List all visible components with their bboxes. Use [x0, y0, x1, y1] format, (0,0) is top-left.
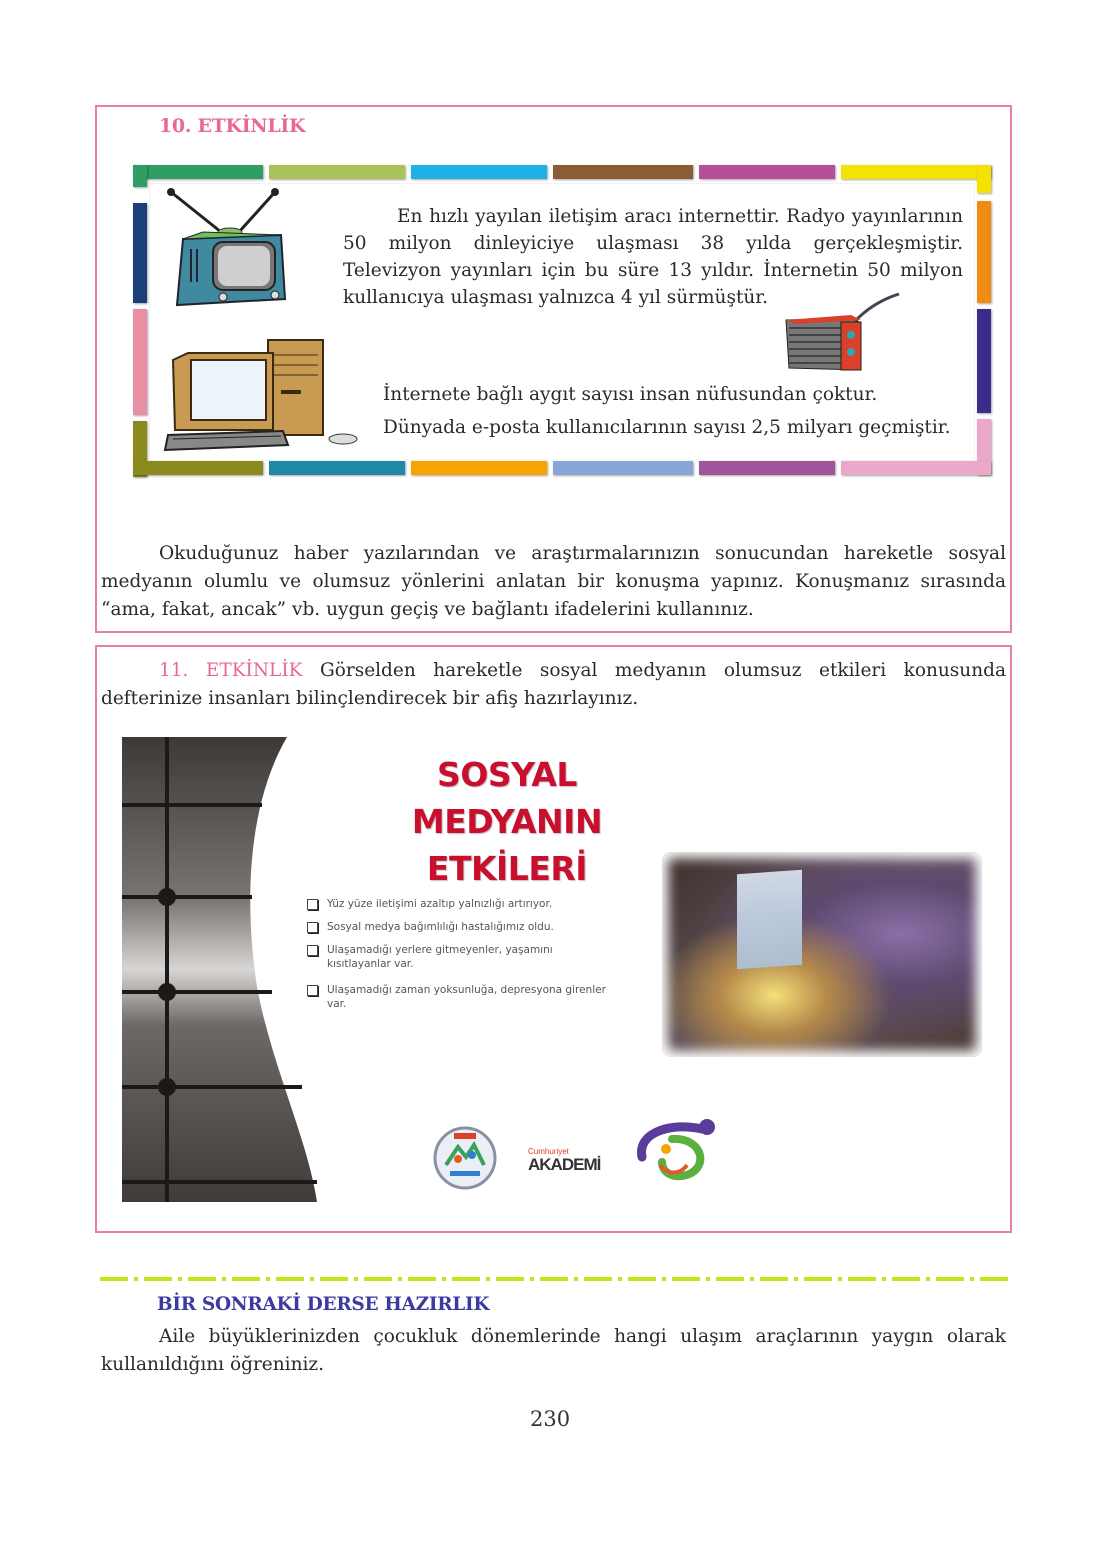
checkbox-icon: [307, 945, 318, 956]
frame-text-media-reach: En hızlı yayılan iletişim aracı internettir. Radyo yayınlarının 50 milyon dinleyiciye ulaşması 38 yılda gerçekleşmiştir. Televizyon yayınları için bu süre 13 yıldır. İnternetin 50 milyon kullanıcıya ulaşması yalnızca 4 yıl sürmüştür.: [343, 206, 963, 308]
page-number: 230: [530, 1407, 571, 1431]
frame-segment: [841, 165, 991, 179]
frame-segment: [133, 461, 263, 475]
activity-11-instruction: [101, 657, 1006, 713]
frame-segment: [133, 165, 147, 187]
frame-segment: [553, 165, 693, 179]
poster-title: [357, 751, 657, 892]
poster-title-line-2: ETKİLERİ: [426, 849, 588, 888]
section-divider: [100, 1277, 1008, 1281]
frame-segment: [133, 203, 147, 303]
next-lesson-title: BİR SONRAKİ DERSE HAZIRLIK: [157, 1294, 490, 1315]
frame-text-facts: [383, 378, 973, 444]
activity-10-title: 10. ETKİNLİK: [159, 115, 306, 137]
frame-segment: [133, 309, 147, 415]
checkbox-icon: [307, 985, 318, 996]
frame-segment: [841, 461, 991, 475]
frame-segment: [269, 461, 405, 475]
activity-11-box: [95, 645, 1012, 1233]
checkbox-icon: [307, 899, 318, 910]
poster-bullet: Sosyal medya bağımlılığı hastalığımız oldu.: [307, 920, 637, 934]
frame-segment: [699, 165, 835, 179]
frame-segment: [269, 165, 405, 179]
frame-segment: [977, 309, 991, 413]
computer-icon: [163, 335, 363, 455]
family-logo-icon: [632, 1117, 722, 1187]
frame-segment: [977, 201, 991, 303]
logo-row: [432, 1117, 732, 1197]
next-lesson-body: Aile büyüklerinizden çocukluk dönemlerinde hangi ulaşım araçlarının yaygın olarak kullanıldığını öğreniniz.: [101, 1326, 1006, 1375]
social-media-poster: [122, 737, 992, 1207]
poster-bullet: Ulaşamadığı zaman yoksunluğa, depresyona girenler var.: [307, 983, 607, 1011]
activity-11-title: 11. ETKİNLİK: [159, 660, 303, 681]
frame-segment: [411, 461, 547, 475]
checkbox-icon: [307, 922, 318, 933]
akademi-logo: Cumhuriyet AKADEMİ: [528, 1147, 601, 1174]
frame-segment: [699, 461, 835, 475]
frame-segment: [977, 165, 991, 193]
activity-11-text: Görselden hareketle sosyal medyanın olumsuz etkileri konusunda defterinize insanları bilinçlendirecek bir afiş hazırlayınız.: [101, 660, 1006, 709]
television-icon: [163, 187, 293, 312]
poster-bullet: Ulaşamadığı yerlere gitmeyenler, yaşamını kısıtlayanlar var.: [307, 943, 607, 971]
frame-segment: [133, 165, 263, 179]
poster-bullet: Yüz yüze iletişimi azaltıp yalnızlığı artırıyor.: [307, 897, 637, 911]
frame-segment: [411, 165, 547, 179]
fact-devices: İnternete bağlı aygıt sayısı insan nüfusundan çoktur.: [383, 384, 878, 405]
frame-segment: [553, 461, 693, 475]
activity-10-instruction: Okuduğunuz haber yazılarından ve araştırmalarınızın sonucundan hareketle sosyal medyanın olumlu ve olumsuz yönlerini anlatan bir konuşma yapınız. Konuşmanız sırasında “ama, fakat, ancak” vb. uygun geçiş ve bağlantı ifadelerini kullanınız.: [101, 543, 1006, 620]
tile-pattern-graphic: [122, 737, 322, 1202]
colored-info-frame: [133, 165, 991, 477]
man-in-cobwebs-photo: [662, 852, 982, 1057]
computer-screen-graphic: [737, 870, 802, 970]
poster-bullet-list: [307, 897, 637, 1020]
round-school-logo-icon: [432, 1125, 498, 1191]
poster-title-line-1: SOSYAL MEDYANIN: [411, 755, 603, 841]
fact-email-users: Dünyada e-posta kullanıcılarının sayısı 2,5 milyarı geçmiştir.: [383, 417, 951, 438]
